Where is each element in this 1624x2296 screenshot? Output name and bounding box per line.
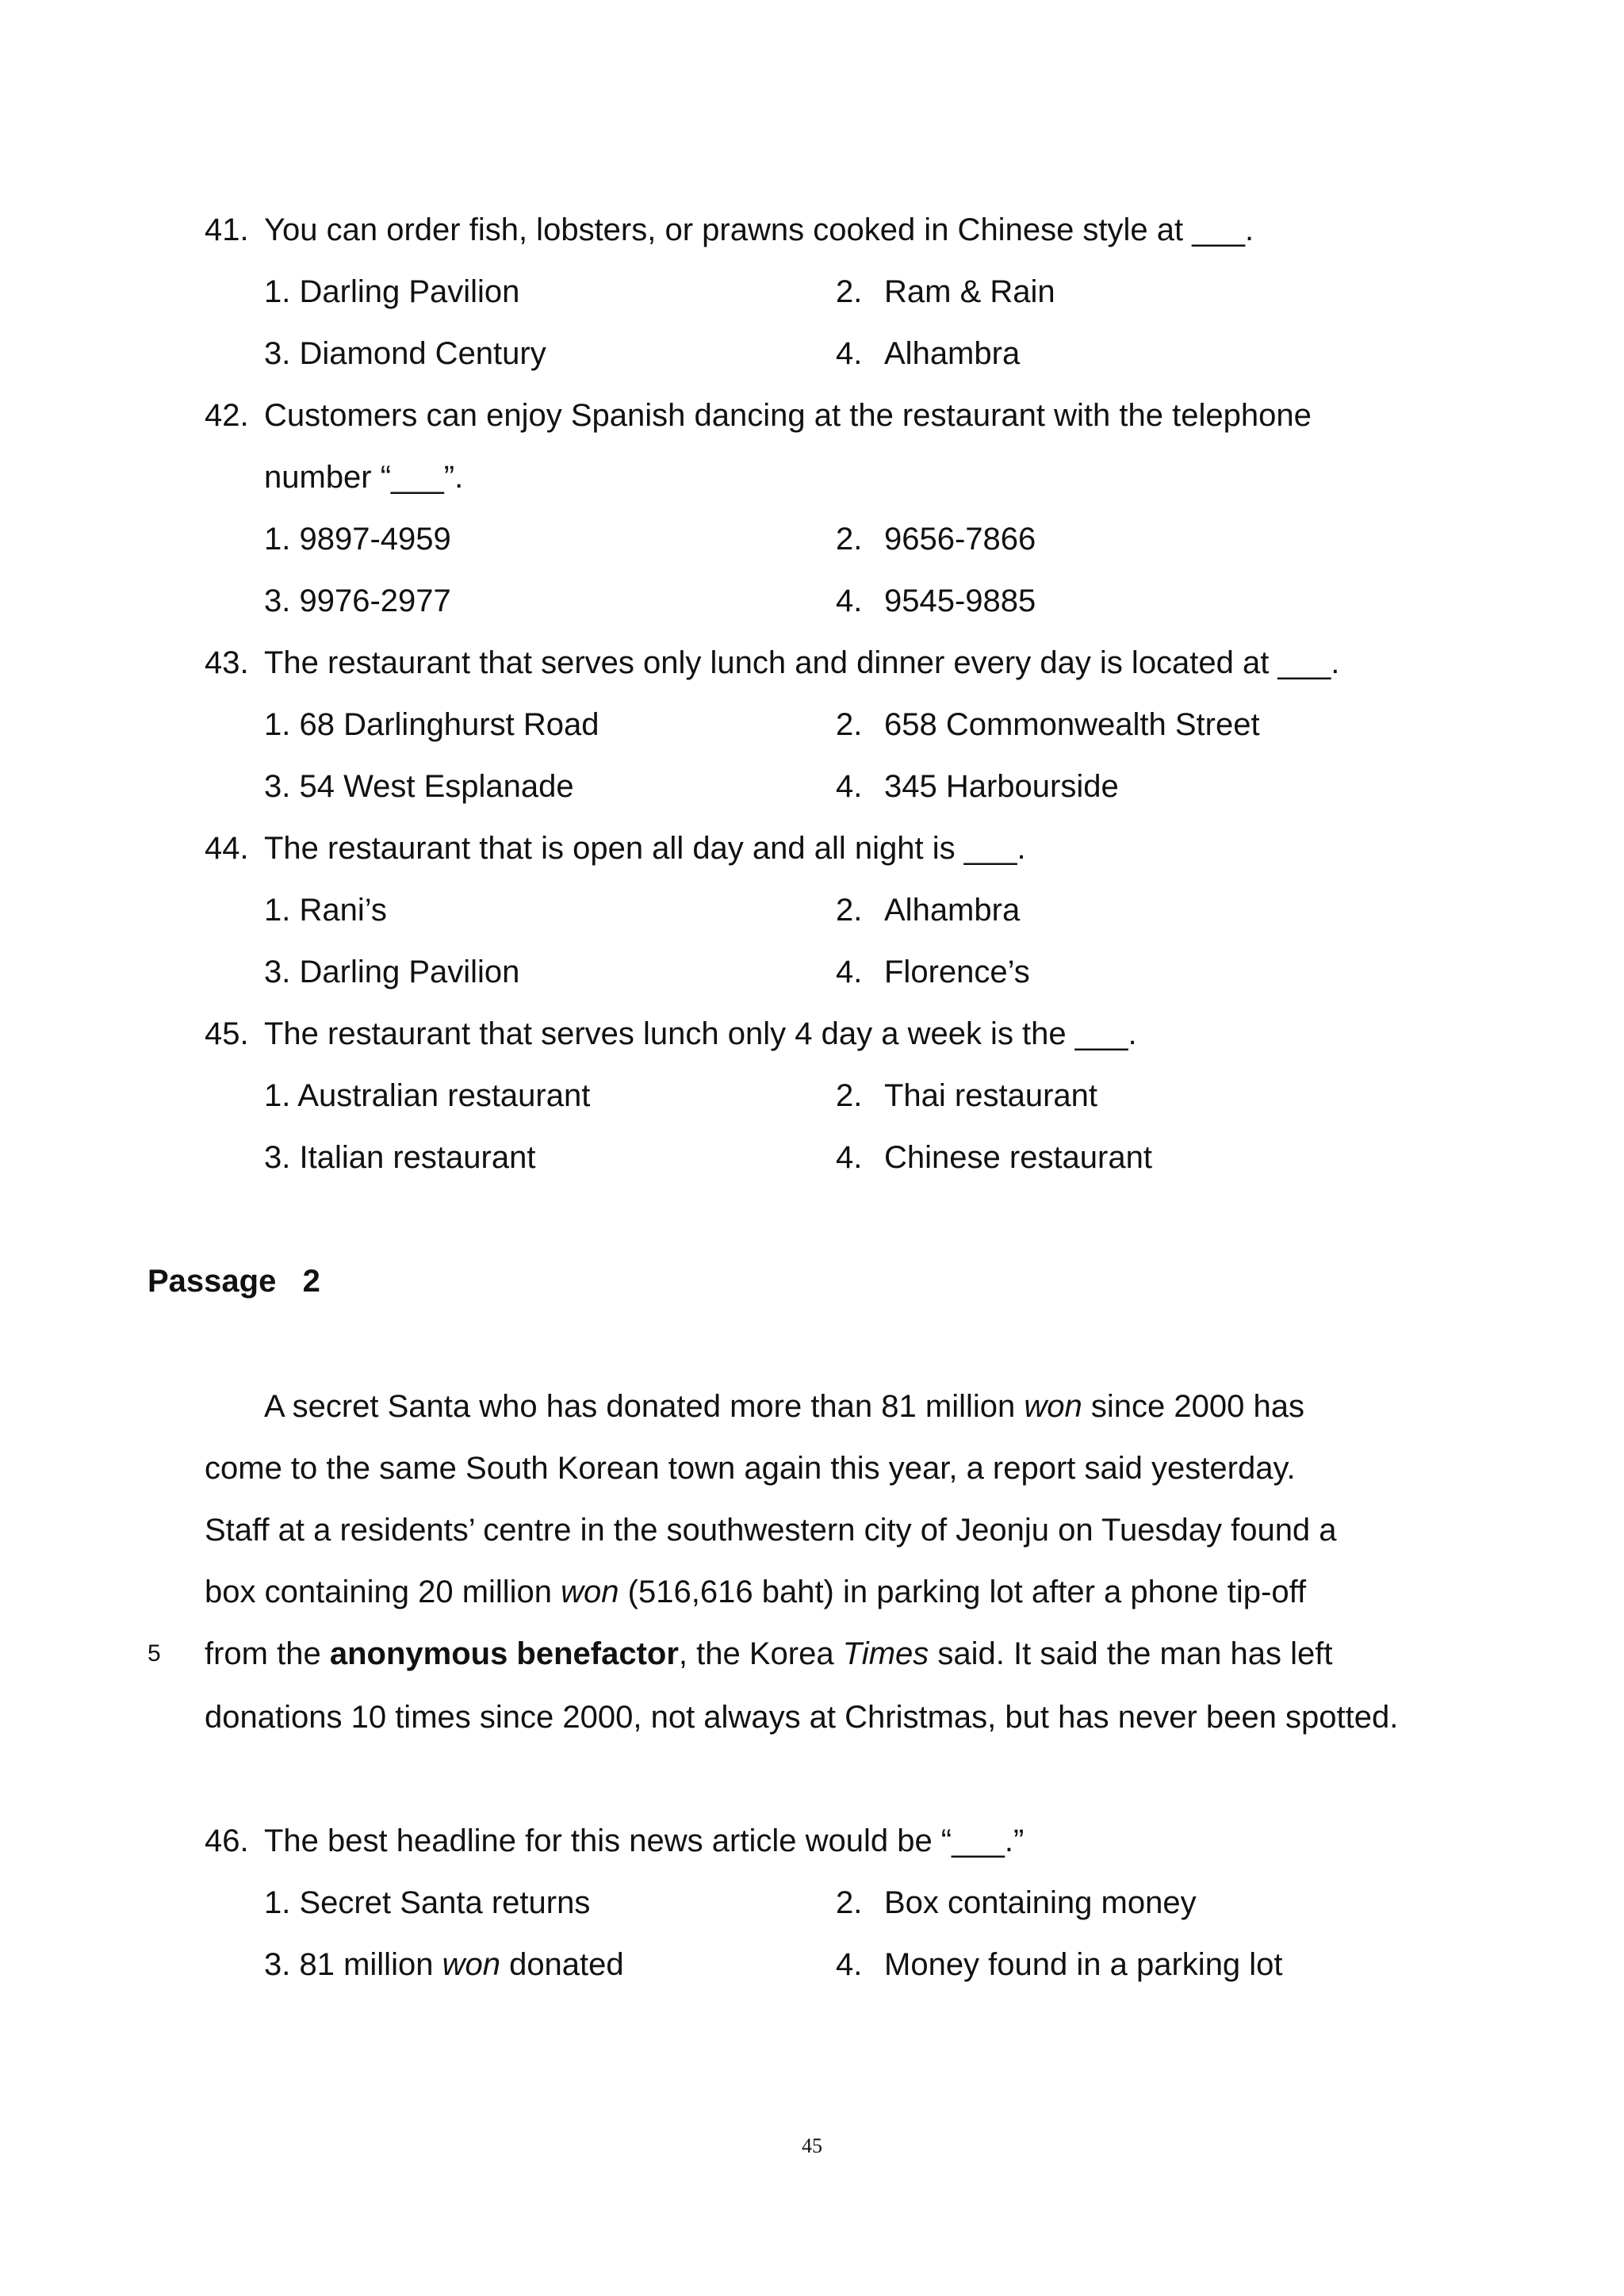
- option-46-3: 3. 81 million won donated: [264, 1947, 624, 1982]
- option-42-4: 4. 9545-9885: [836, 584, 1036, 618]
- question-text: The restaurant that is open all day and all night is ___.: [264, 831, 1026, 866]
- option-46-1: 1. Secret Santa returns: [264, 1885, 591, 1920]
- question-text: number “___”.: [264, 460, 464, 495]
- option-42-3: 3. 9976-2977: [264, 584, 451, 618]
- question-number: 43.: [205, 645, 249, 680]
- question-number: 41.: [205, 212, 249, 247]
- page-number: 45: [802, 2134, 822, 2157]
- option-43-1: 1. 68 Darlinghurst Road: [264, 707, 599, 742]
- question-number: 46.: [205, 1823, 249, 1858]
- option-41-2: 2. Ram & Rain: [836, 274, 1055, 309]
- option-42-2: 2. 9656-7866: [836, 522, 1036, 557]
- question-text: Customers can enjoy Spanish dancing at the restaurant with the telephone: [264, 398, 1312, 433]
- question-text: The best headline for this news article would be “___.”: [264, 1823, 1025, 1858]
- passage-line-6: donations 10 times since 2000, not always at Christmas, but has never been spotted.: [205, 1700, 1399, 1735]
- line-number: 5: [147, 1640, 161, 1667]
- option-41-4: 4. Alhambra: [836, 336, 1021, 371]
- option-43-2: 2. 658 Commonwealth Street: [836, 707, 1260, 742]
- option-43-4: 4. 345 Harbourside: [836, 769, 1119, 804]
- question-text: You can order fish, lobsters, or prawns cooked in Chinese style at ___.: [264, 212, 1254, 247]
- option-41-3: 3. Diamond Century: [264, 336, 546, 371]
- option-45-3: 3. Italian restaurant: [264, 1140, 536, 1175]
- question-text: The restaurant that serves lunch only 4 day a week is the ___.: [264, 1016, 1137, 1051]
- option-45-1: 1. Australian restaurant: [264, 1078, 591, 1113]
- question-number: 44.: [205, 831, 249, 866]
- option-45-4: 4. Chinese restaurant: [836, 1140, 1152, 1175]
- question-number: 42.: [205, 398, 249, 433]
- option-46-2: 2. Box containing money: [836, 1885, 1197, 1920]
- option-44-1: 1. Rani’s: [264, 893, 387, 928]
- passage-heading: Passage 2: [147, 1264, 320, 1299]
- option-44-4: 4. Florence’s: [836, 955, 1030, 989]
- option-44-2: 2. Alhambra: [836, 893, 1021, 928]
- passage-line-5: from the anonymous benefactor, the Korea Times said. It said the man has left: [205, 1636, 1333, 1671]
- passage-line-2: come to the same South Korean town again this year, a report said yesterday.: [205, 1451, 1296, 1486]
- passage-line-4: box containing 20 million won (516,616 baht) in parking lot after a phone tip-off: [205, 1575, 1307, 1609]
- passage-line-1: A secret Santa who has donated more than 81 million won since 2000 has: [264, 1389, 1304, 1424]
- option-45-2: 2. Thai restaurant: [836, 1078, 1098, 1113]
- passage-line-3: Staff at a residents’ centre in the southwestern city of Jeonju on Tuesday found a: [205, 1513, 1337, 1548]
- option-44-3: 3. Darling Pavilion: [264, 955, 520, 989]
- question-text: The restaurant that serves only lunch and dinner every day is located at ___.: [264, 645, 1340, 680]
- question-number: 45.: [205, 1016, 249, 1051]
- option-42-1: 1. 9897-4959: [264, 522, 451, 557]
- option-41-1: 1. Darling Pavilion: [264, 274, 520, 309]
- option-43-3: 3. 54 West Esplanade: [264, 769, 574, 804]
- option-46-4: 4. Money found in a parking lot: [836, 1947, 1283, 1982]
